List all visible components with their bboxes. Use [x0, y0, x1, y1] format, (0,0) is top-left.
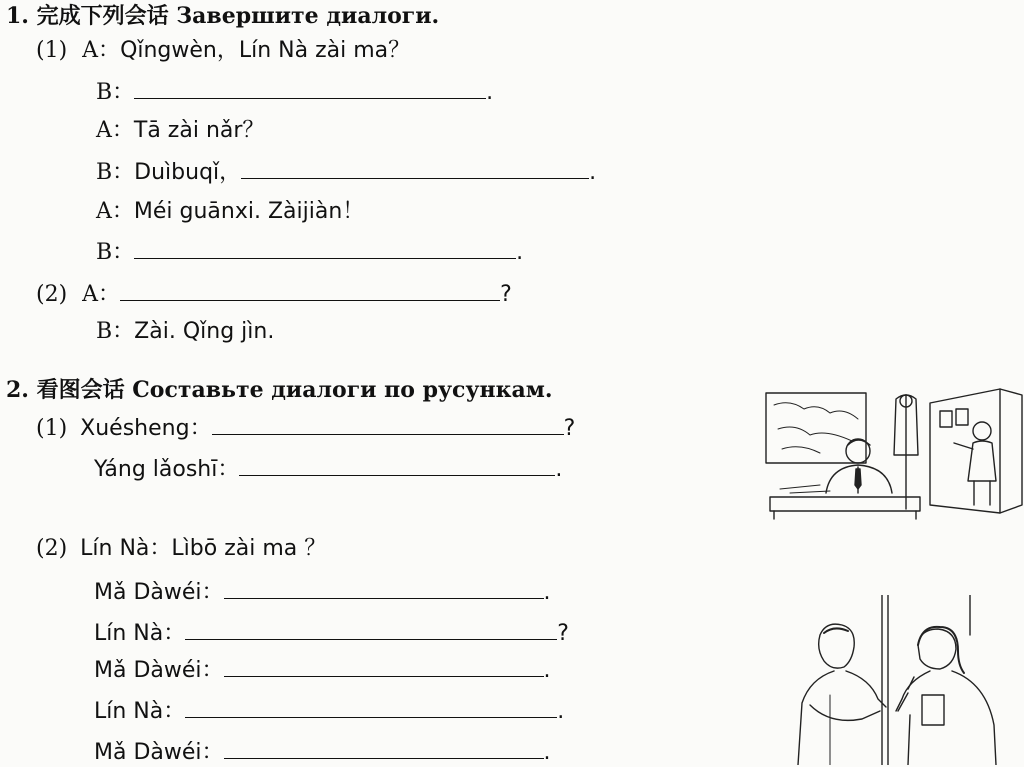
section-2-number: 2.	[6, 377, 29, 403]
s1-line-8	[96, 319, 274, 345]
line-suffix: ?	[563, 416, 576, 441]
line-suffix: .	[543, 740, 551, 765]
s2-d2-line-2	[94, 578, 551, 606]
section-2-heading	[6, 377, 553, 403]
dialog-text: Duìbuqǐ，	[134, 160, 242, 185]
s2-d1-line-2	[94, 455, 562, 483]
answer-blank[interactable]	[239, 455, 555, 476]
s1-line-3	[96, 118, 264, 144]
speaker-label: B：	[96, 160, 135, 185]
answer-blank[interactable]	[224, 656, 544, 677]
woman-head	[918, 629, 956, 669]
section-2-title: 看图会话 Составьте диалоги по русункам.	[36, 377, 553, 403]
office-scene-illustration	[760, 385, 1024, 520]
speaker-label: B：	[96, 319, 135, 344]
line-suffix: .	[543, 658, 551, 683]
speaker-label: Xuésheng：	[80, 416, 212, 441]
answer-blank[interactable]	[120, 280, 500, 301]
line-suffix: .	[516, 240, 524, 265]
speaker-label: Lín Nà：	[94, 621, 186, 646]
s1-dialog-2-number: (2)	[36, 282, 68, 307]
speaker-label: Yáng lǎoshī：	[94, 457, 240, 482]
dialog-text: Qǐngwèn，Lín Nà zài ma？	[120, 38, 411, 63]
s2-dialog-2-number: (2)	[36, 536, 68, 561]
s1-line-6	[96, 238, 523, 266]
section-1-heading	[6, 3, 439, 29]
answer-blank[interactable]	[185, 619, 557, 640]
s2-d2-line-1	[36, 536, 326, 562]
section-1-number: 1.	[6, 3, 29, 29]
speaker-label: B：	[96, 80, 135, 105]
speaker-label: Lín Nà：	[94, 699, 186, 724]
line-suffix: .	[557, 699, 565, 724]
line-suffix: ?	[500, 282, 512, 307]
s1-dialog-1-number: (1)	[36, 38, 68, 63]
s2-d2-line-5	[94, 697, 564, 725]
s1-line-4	[96, 158, 596, 186]
line-suffix: .	[486, 80, 494, 105]
speaker-label: Mǎ Dàwéi：	[94, 658, 224, 683]
s2-dialog-1-number: (1)	[36, 416, 68, 441]
speaker-label: Mǎ Dàwéi：	[94, 580, 224, 605]
answer-blank[interactable]	[224, 578, 544, 599]
s2-d2-line-3	[94, 619, 569, 647]
student-head	[973, 422, 991, 440]
woman-book	[922, 695, 944, 725]
answer-blank[interactable]	[134, 78, 486, 99]
s2-d2-line-4	[94, 656, 551, 684]
speaker-label: Lín Nà：	[80, 536, 172, 561]
speaker-label: A：	[96, 118, 134, 143]
s1-line-5	[96, 199, 364, 225]
conversation-illustration	[790, 595, 1010, 765]
answer-blank[interactable]	[212, 414, 564, 435]
speaker-label: A：	[96, 199, 134, 224]
s2-d2-line-6	[94, 738, 551, 766]
answer-blank[interactable]	[185, 697, 557, 718]
answer-blank[interactable]	[241, 158, 589, 179]
s1-line-1	[36, 38, 410, 64]
section-1-title: 完成下列会话 Завершите диалоги.	[36, 3, 440, 29]
dialog-text: Zài. Qǐng jìn.	[134, 319, 275, 344]
line-suffix: ?	[557, 621, 569, 646]
line-suffix: .	[555, 457, 563, 482]
dialog-text: Tā zài nǎr？	[133, 118, 265, 143]
speaker-label: A：	[82, 38, 121, 63]
s1-line-2	[96, 78, 493, 106]
answer-blank[interactable]	[224, 738, 544, 759]
answer-blank[interactable]	[134, 238, 516, 259]
speaker-label: Mǎ Dàwéi：	[94, 740, 224, 765]
dialog-text: Méi guānxi. Zàijiàn！	[133, 199, 365, 224]
s1-line-7	[36, 280, 512, 308]
speaker-label: B：	[96, 240, 135, 265]
dialog-text: Lìbō zài ma ？	[171, 536, 327, 561]
line-suffix: .	[589, 160, 597, 185]
line-suffix: .	[543, 580, 551, 605]
speaker-label: A：	[82, 282, 121, 307]
s2-d1-line-1	[36, 414, 575, 442]
